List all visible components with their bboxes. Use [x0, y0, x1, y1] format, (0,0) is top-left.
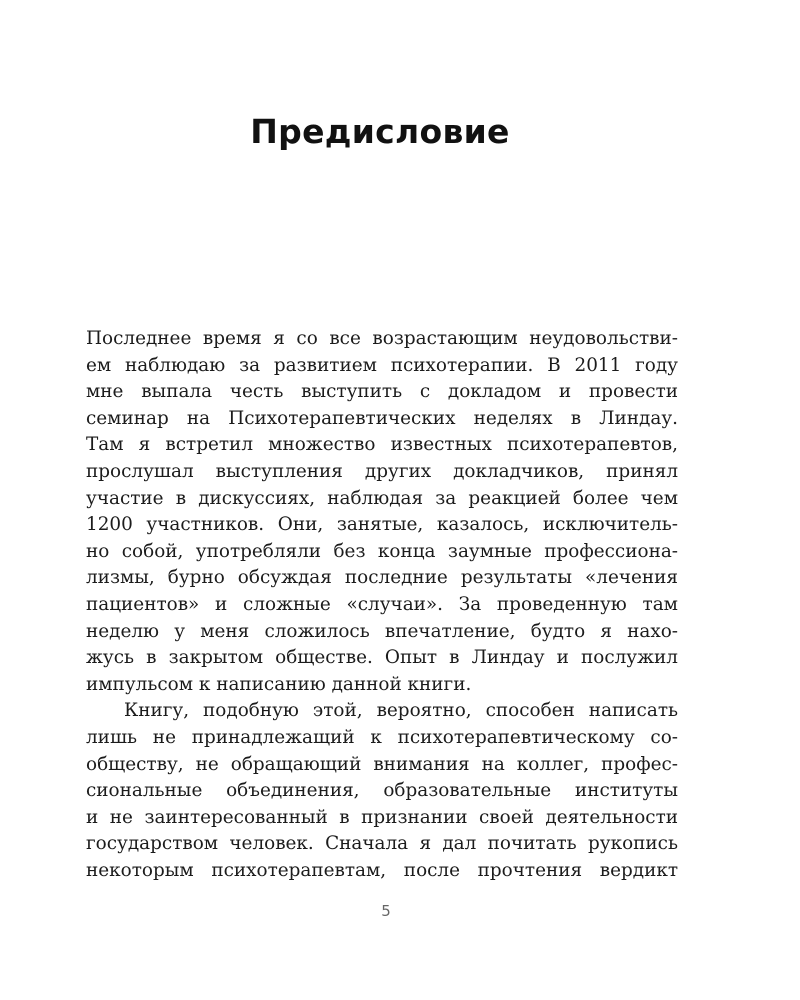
text-line: пациентов» и сложные «случаи». За проведенную там — [86, 593, 678, 615]
text-line: некоторым психотерапевтам, после прочтения вердикт — [86, 859, 678, 881]
text-line: Там я встретил множество известных психотерапевтов, — [86, 434, 678, 456]
text-line: ем наблюдаю за развитием психотерапии. В 2011 году — [86, 354, 678, 376]
text-line: неделю у меня сложилось впечатление, будто я нахо- — [86, 620, 678, 642]
text-line: прослушал выступления других докладчиков, принял — [86, 460, 678, 482]
paragraph-1 — [86, 326, 678, 698]
text-line: жусь в закрытом обществе. Опыт в Линдау и послужил — [86, 647, 678, 669]
text-line: Последнее время я со все возрастающим неудовольстви- — [86, 328, 678, 349]
text-line: Книгу, подобную этой, вероятно, способен написать — [124, 700, 678, 722]
text-line: мне выпала честь выступить с докладом и провести — [86, 381, 678, 403]
paragraph-2 — [86, 698, 678, 884]
body-text — [86, 326, 678, 884]
text-line: 1200 участников. Они, занятые, казалось, исключитель- — [86, 514, 678, 536]
text-line: импульсом к написанию данной книги. — [86, 673, 472, 695]
text-line: обществу, не обращающий внимания на коллег, профес- — [86, 753, 678, 775]
text-line: участие в дискуссиях, наблюдая за реакцией более чем — [86, 487, 678, 509]
page-number: 5 — [381, 902, 391, 920]
text-line: семинар на Психотерапевтических неделях в Линдау. — [86, 407, 678, 429]
text-line: государством человек. Сначала я дал почитать рукопись — [86, 833, 678, 855]
text-line: лишь не принадлежащий к психотерапевтическому со- — [86, 726, 678, 748]
chapter-title: Предисловие — [250, 112, 510, 151]
text-line: но собой, употребляли без конца заумные профессиона- — [86, 540, 678, 562]
text-line: и не заинтересованный в признании своей деятельности — [86, 806, 678, 828]
text-line: лизмы, бурно обсуждая последние результаты «лечения — [86, 567, 678, 589]
text-line: сиональные объединения, образовательные институты — [86, 780, 678, 802]
